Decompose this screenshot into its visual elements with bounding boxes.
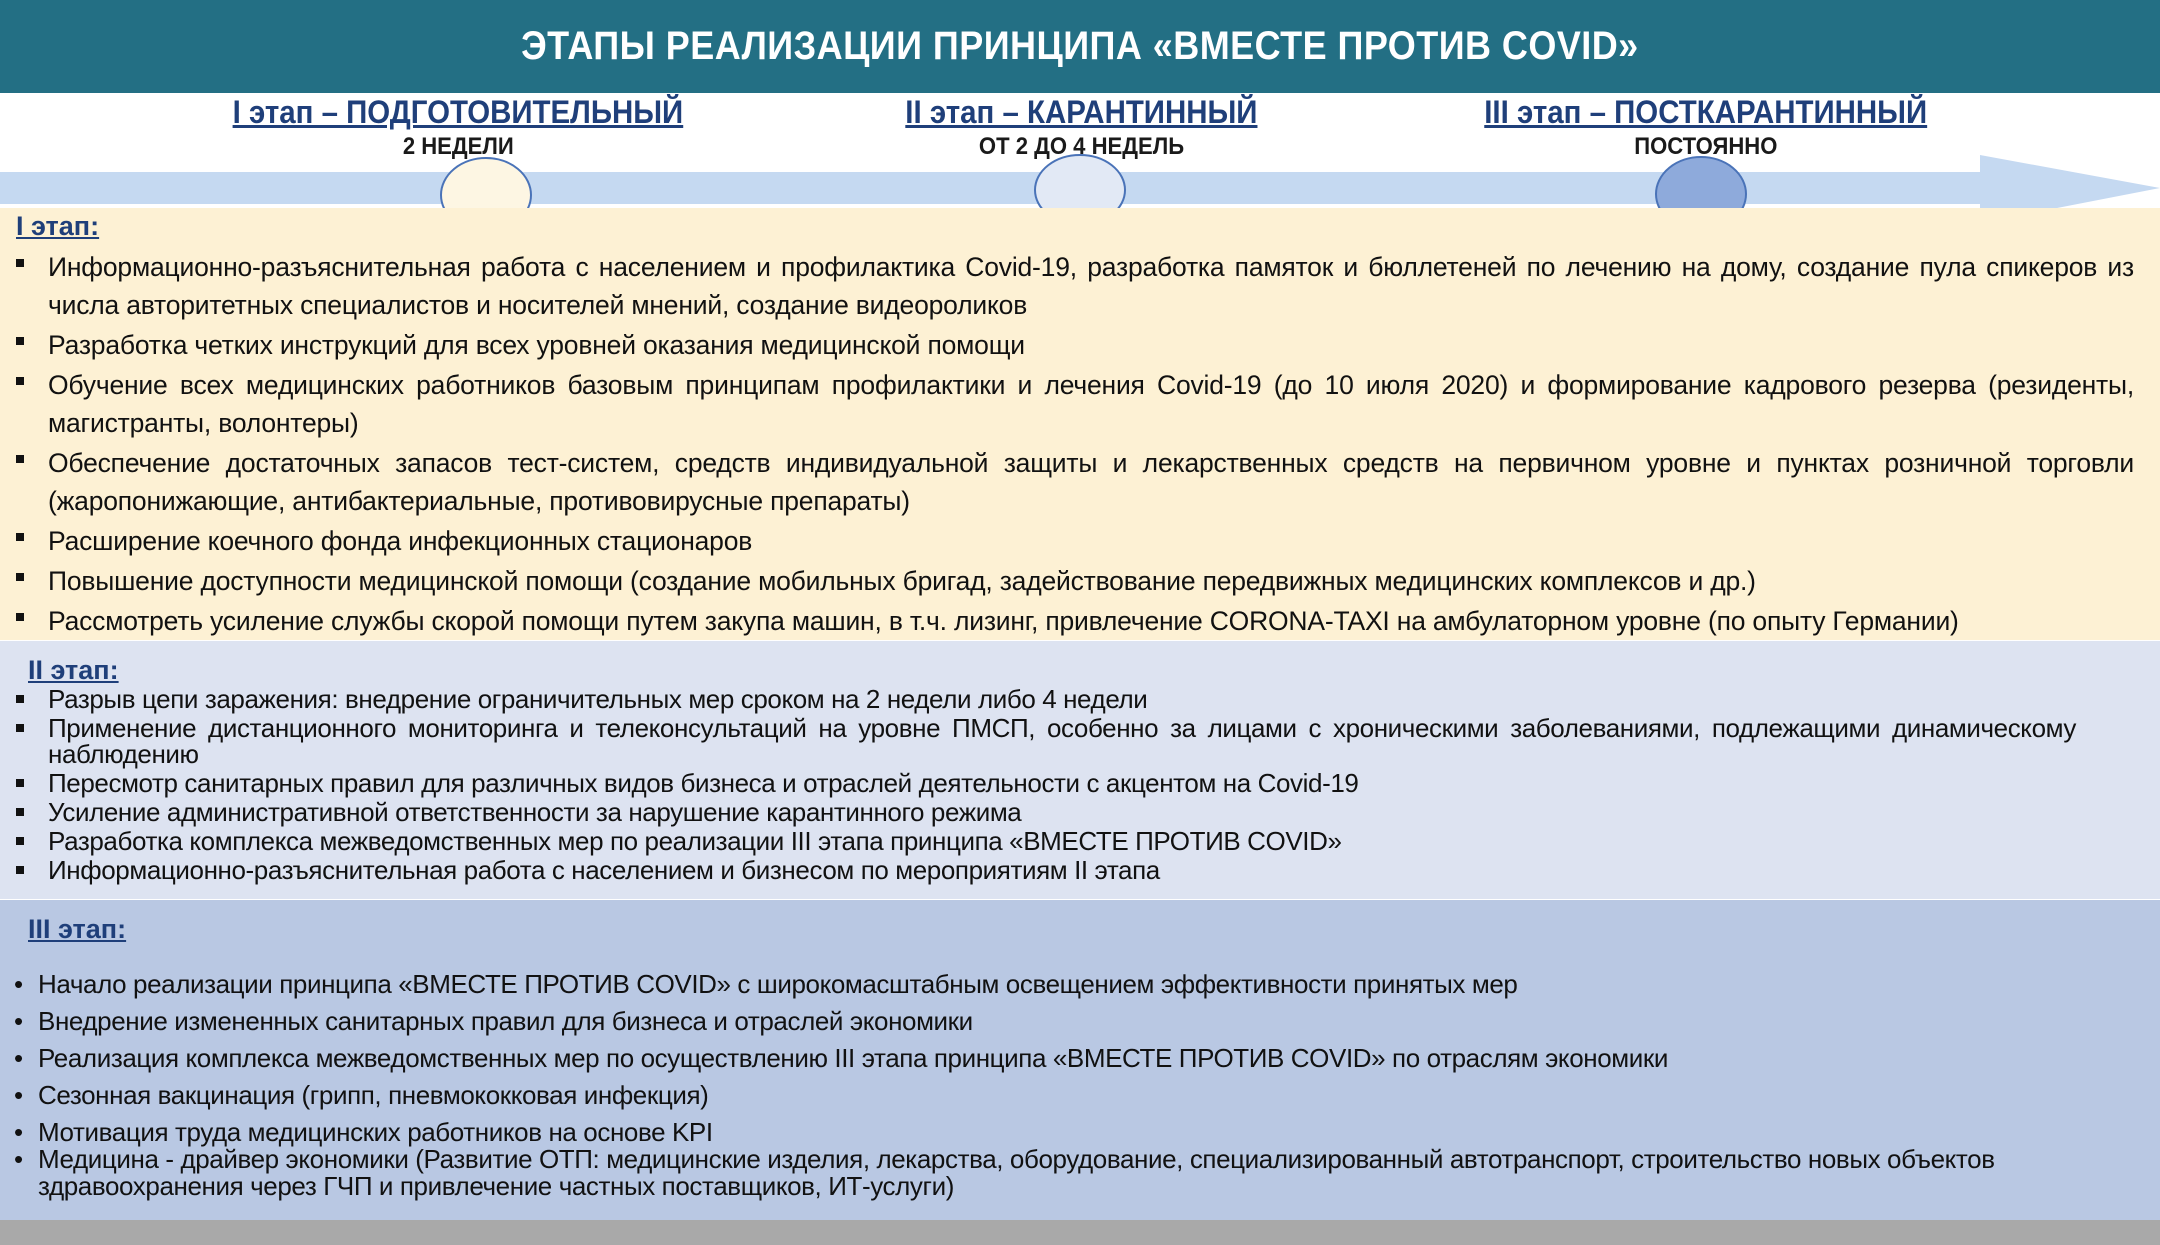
stage-3-list [14, 966, 2094, 1200]
stage-2-label: II этап: [28, 655, 119, 685]
list-item: Разработка комплекса межведомственных мер по реализации III этапа принципа «ВМЕСТЕ ПРОТИВ COVID» [16, 828, 2076, 854]
footer-strip [0, 1220, 2160, 1245]
list-item: • Реализация комплекса межведомственных мер по осуществлению III этапа принципа «ВМЕСТЕ ПРОТИВ COVID» по отраслям экономики [14, 1040, 2094, 1077]
list-item: • Внедрение измененных санитарных правил для бизнеса и отраслей экономики [14, 1003, 2094, 1040]
stage-2-header [731, 94, 1431, 161]
bullet-icon [16, 377, 24, 385]
list-item: Пересмотр санитарных правил для различных видов бизнеса и отраслей деятельности с акцентом на Covid-19 [16, 770, 2076, 796]
stage-1-header [108, 94, 808, 161]
list-item: Разработка четких инструкций для всех уровней оказания медицинской помощи [16, 326, 2134, 364]
bullet-icon [16, 866, 24, 874]
list-item: Информационно-разъяснительная работа с населением и профилактика Covid-19, разработка памяток и бюллетеней по лечению на дому, создание пула спикеров из числа авторитетных специалистов и носителей мнений, создание видеороликов [16, 248, 2134, 324]
bullet-icon [16, 337, 24, 345]
bullet-icon [16, 613, 24, 621]
stage-1-list [16, 248, 2134, 642]
list-item: • Мотивация труда медицинских работников на основе KPI [14, 1117, 713, 1147]
list-item: Усиление административной ответственности за нарушение карантинного режима [16, 799, 2076, 825]
list-item: Разрыв цепи заражения: внедрение ограничительных мер сроком на 2 недели либо 4 недели [16, 686, 2076, 712]
bullet-icon [16, 533, 24, 541]
bullet-icon: • [14, 1006, 23, 1036]
stage-2-list [16, 686, 2076, 886]
bullet-icon: • [14, 1043, 23, 1073]
list-item: Информационно-разъяснительная работа с населением и бизнесом по мероприятиям II этапа [16, 857, 2076, 883]
list-item: Применение дистанционного мониторинга и телеконсультаций на уровне ПМСП, особенно за лицами с хроническими заболеваниями, подлежащими динамическому наблюдению [16, 715, 2076, 767]
list-item: Повышение доступности медицинской помощи (создание мобильных бригад, задействование передвижных медицинских комплексов и др.) [16, 562, 2134, 600]
stage-2-duration: ОТ 2 ДО 4 НЕДЕЛЬ [978, 133, 1184, 160]
stage-3-section [0, 900, 2160, 1220]
list-item: • Начало реализации принципа «ВМЕСТЕ ПРОТИВ COVID» с широкомасштабным освещением эффективности принятых мер [14, 966, 2094, 1003]
slide-title: ЭТАПЫ РЕАЛИЗАЦИИ ПРИНЦИПА «ВМЕСТЕ ПРОТИВ COVID» [521, 24, 1639, 68]
bullet-icon: • [14, 1080, 23, 1110]
stage-3-header [1356, 94, 2056, 161]
stage-1-duration: 2 НЕДЕЛИ [402, 133, 514, 160]
bullet-icon: • [14, 1144, 23, 1174]
list-item: • Медицина - драйвер экономики (Развитие ОТП: медицинские изделия, лекарства, оборудование, специализированный автотранспорт, строительство новых объектов здравоохранения через ГЧП и привлечение частных поставщиков, ИТ-услуги) [14, 1144, 1995, 1201]
stage-2-section [0, 641, 2160, 899]
list-item: Обучение всех медицинских работников базовым принципам профилактики и лечения Covid-19 (до 10 июля 2020) и формирование кадрового резерва (резиденты, магистранты, волонтеры) [16, 366, 2134, 442]
stage-1-label: I этап: [16, 211, 100, 241]
bullet-icon [16, 724, 24, 732]
stage-3-label: III этап: [28, 914, 127, 944]
list-item: Обеспечение достаточных запасов тест-систем, средств индивидуальной защиты и лекарственных средств на первичном уровне и пунктах розничной торговли (жаропонижающие, антибактериальные, противовирусные препараты) [16, 444, 2134, 520]
list-item: Расширение коечного фонда инфекционных стационаров [16, 522, 2134, 560]
bullet-icon: • [14, 969, 23, 999]
stage-2-name: II этап – КАРАНТИННЫЙ [904, 94, 1258, 130]
slide-title-bar [0, 0, 2160, 93]
stage-3-name: III этап – ПОСТКАРАНТИННЫЙ [1484, 94, 1928, 130]
bullet-icon [16, 573, 24, 581]
stage-1-name: I этап – ПОДГОТОВИТЕЛЬНЫЙ [232, 94, 684, 130]
stage-1-section [0, 208, 2160, 640]
bullet-icon [16, 695, 24, 703]
list-item: • Сезонная вакцинация (грипп, пневмококковая инфекция) [14, 1077, 2094, 1114]
bullet-icon: • [14, 1117, 23, 1147]
bullet-icon [16, 259, 24, 267]
bullet-icon [16, 779, 24, 787]
bullet-icon [16, 455, 24, 463]
bullet-icon [16, 837, 24, 845]
list-item: Рассмотреть усиление службы скорой помощи путем закупа машин, в т.ч. лизинг, привлечение CORONA-TAXI на амбулаторном уровне (по опыту Германии) [16, 602, 2134, 640]
stage-3-duration: ПОСТОЯННО [1634, 133, 1778, 160]
bullet-icon [16, 808, 24, 816]
